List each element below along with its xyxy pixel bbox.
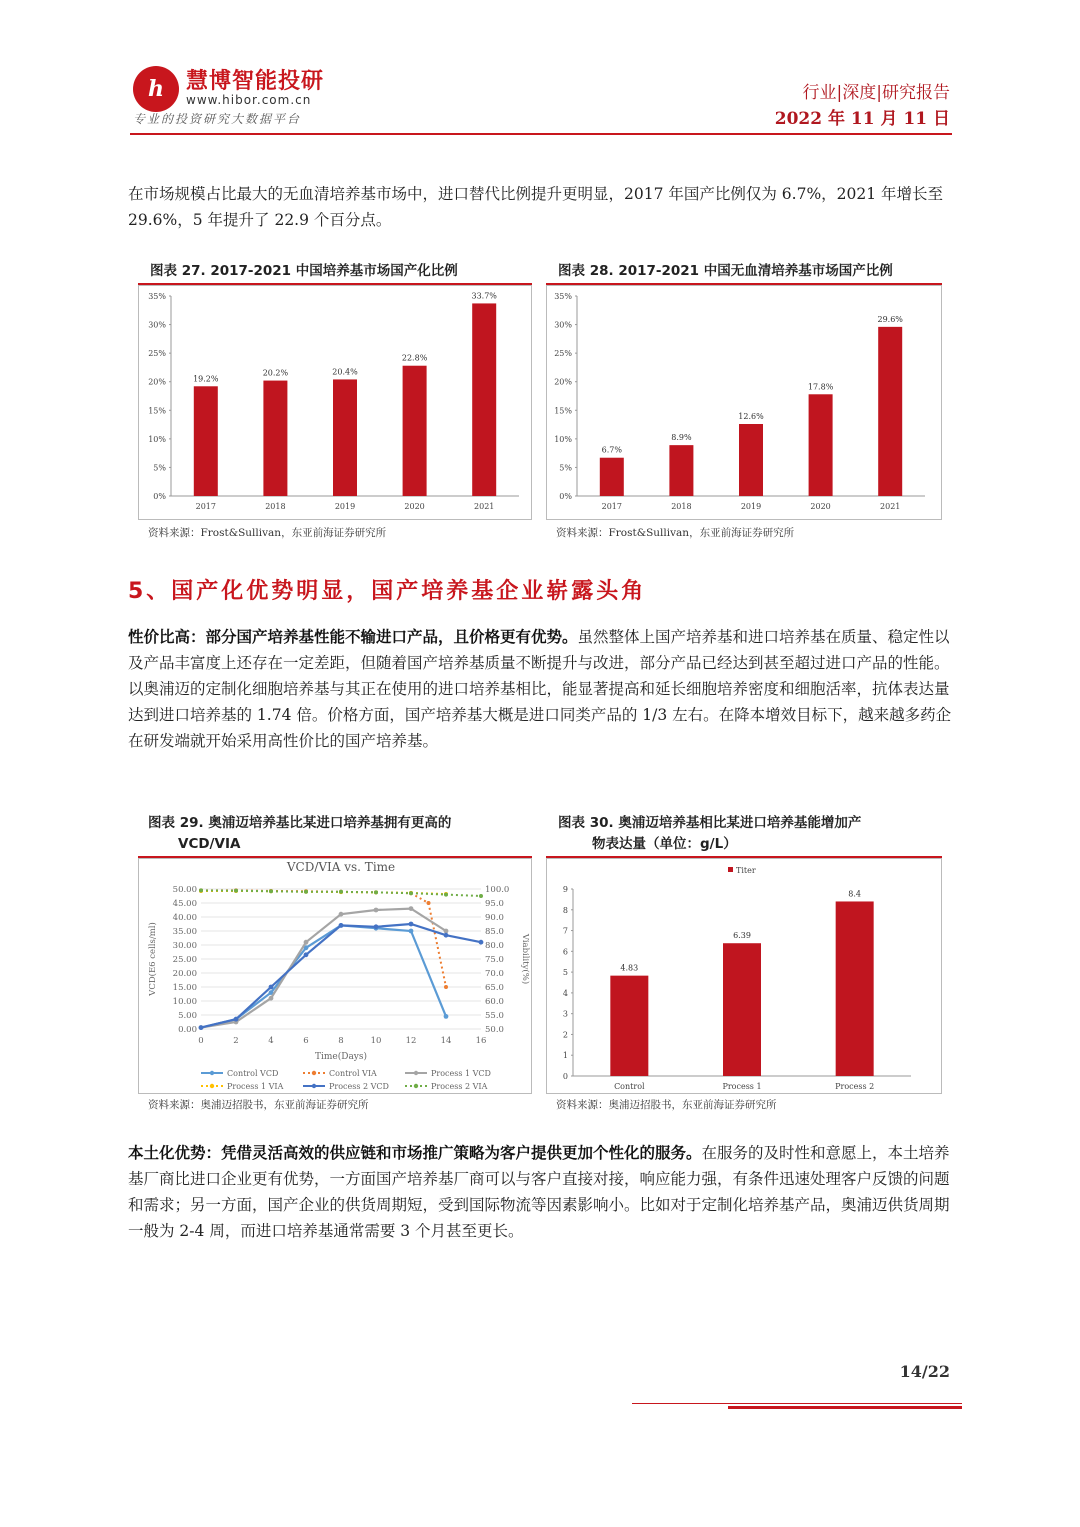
fig27-title: 图表 27. 2017-2021 中国培养基市场国产化比例 <box>150 263 458 279</box>
fig30-ytick: 6 <box>562 947 568 957</box>
fig27-xtick: 2017 <box>195 502 216 511</box>
fig29-ytick: 50.00 <box>172 885 197 895</box>
fig29-series-control-via-point <box>427 901 431 905</box>
fig29-series-process-1-vcd-point <box>339 912 344 917</box>
fig27-value-label: 22.8% <box>401 353 428 363</box>
fig28-xtick: 2020 <box>810 502 831 511</box>
fig30-legend-label: Titer <box>736 866 756 875</box>
fig28-xtick: 2019 <box>740 502 762 511</box>
fig30-xtick: Control <box>614 1082 645 1091</box>
fig27-ytick: 5% <box>153 463 166 473</box>
fig29-series-process-2-vcd-point <box>339 923 344 928</box>
fig29-series-process-2-vcd-point <box>304 952 309 957</box>
fig27-bar <box>333 379 357 496</box>
fig29-series-process-1-vcd-legend-label: Process 1 VCD <box>431 1069 491 1078</box>
fig27-ytick: 25% <box>148 349 166 359</box>
fig28-ytick: 30% <box>554 320 572 330</box>
fig30-source: 资料来源：奥浦迈招股书，东亚前海证券研究所 <box>556 1099 777 1111</box>
fig30-title-line1: 图表 30. 奥浦迈培养基相比某进口培养基能增加产 <box>558 815 862 831</box>
fig29-series-process-1-vcd-point <box>374 908 379 913</box>
price-advantage-text: 虽然整体上国产培养基和进口培养基在质量、稳定性以及产品丰富度上还存在一定差距，但随着国产培养基质量不断提升与改进，部分产品已经达到甚至超过进口产品的性能。以奥浦迈的定制化细胞培养基与其正在使用的进口培养基相比，能显著提高和延长细胞培养密度和细胞活率，抗体表达量达到进口培养基的 1.74 倍。价格方面，国产培养基大概是进口同类产品的 1/3 左右。在降本增效目标下，越来越多药企在研发端就开始采用高性价比的国产培养基。 <box>128 628 952 750</box>
fig29-ylabel: VCD(E6 cells/ml) <box>148 922 158 996</box>
fig29-ytick: 10.00 <box>172 997 197 1007</box>
fig27-ytick: 20% <box>148 377 166 387</box>
fig29-series-process-2-vcd-point <box>444 933 449 938</box>
fig29-source: 资料来源：奥浦迈招股书，东亚前海证券研究所 <box>148 1099 369 1111</box>
fig28-value-label: 29.6% <box>877 314 903 324</box>
fig28-ytick: 15% <box>554 406 572 416</box>
logo-slogan: 专业的投资研究大数据平台 <box>133 112 302 126</box>
logo-name: 慧博智能投研 <box>186 69 325 94</box>
logo-url[interactable]: www.hibor.com.cn <box>186 93 312 107</box>
fig28-ytick: 0% <box>559 492 572 501</box>
fig28-bar <box>600 458 624 496</box>
fig29-series-process-1-vcd-point <box>409 906 414 911</box>
fig30-bar <box>610 976 648 1076</box>
fig29-ytick: 0.00 <box>178 1025 197 1035</box>
fig29-series-process-2-via-point <box>339 890 343 894</box>
fig29-series-process-1-vcd-point <box>269 996 274 1001</box>
fig30-legend-swatch <box>728 867 733 872</box>
fig30-title-line2: 物表达量（单位：g/L） <box>592 836 737 852</box>
fig27-value-label: 20.2% <box>262 368 289 378</box>
fig27-source: 资料来源：Frost&Sullivan，东亚前海证券研究所 <box>148 527 387 539</box>
fig29-series-process-2-vcd-point <box>199 1025 204 1030</box>
fig27-ytick: 30% <box>148 320 166 330</box>
fig29-title-line1: 图表 29. 奥浦迈培养基比某进口培养基拥有更高的 <box>148 815 452 831</box>
fig29-series-control-vcd-legend-label: Control VCD <box>227 1069 279 1078</box>
fig29-series-control-via-point <box>444 985 448 989</box>
fig29-svg <box>139 859 531 1093</box>
fig29-ytick: 30.00 <box>172 941 197 951</box>
fig29-series-process-2-via-point <box>479 894 483 898</box>
section-title: 5、国产化优势明显，国产培养基企业崭露头角 <box>128 579 647 604</box>
fig29-xtick: 14 <box>440 1036 452 1046</box>
fig29-series-control-vcd-point <box>409 929 414 934</box>
fig29-series-process-1-via-legend-label: Process 1 VIA <box>227 1082 284 1091</box>
fig30-ytick: 8 <box>562 905 568 915</box>
fig28-value-label: 6.7% <box>601 445 622 455</box>
localization-text: 在服务的及时性和意愿上，本土培养基厂商比进口企业更有优势，一方面国产培养基厂商可以与客户直接对接，响应能力强，有条件迅速处理客户反馈的问题和需求；另一方面，国产企业的供货周期短，受到国际物流等因素影响小。比如对于定制化培养基产品，奥浦迈供货周期一般为 2-4 周，而进口培养基通常需要 3 个月甚至更长。 <box>128 1144 950 1240</box>
fig29-series-process-2-via-point <box>409 891 413 895</box>
fig27-chart <box>138 285 532 520</box>
fig29-y2tick: 55.0 <box>485 1011 504 1021</box>
fig29-y2tick: 70.0 <box>485 969 504 979</box>
fig28-xtick: 2018 <box>671 502 692 511</box>
fig27-value-label: 20.4% <box>332 367 358 377</box>
logo-icon: h <box>133 66 179 112</box>
fig29-series-process-2-vcd-point <box>479 940 484 945</box>
report-date: 2022 年 11 月 11 日 <box>774 109 950 129</box>
fig30-ytick: 2 <box>562 1030 568 1040</box>
fig27-xtick: 2021 <box>474 502 495 511</box>
fig30-value-label: 6.39 <box>733 931 751 941</box>
fig29-chart-title: VCD/VIA vs. Time <box>286 860 396 874</box>
fig27-xtick: 2018 <box>265 502 286 511</box>
fig29-y2tick: 100.0 <box>485 885 510 895</box>
fig28-chart <box>546 285 942 520</box>
fig27-bar <box>472 303 496 496</box>
fig30-ytick: 1 <box>562 1051 568 1061</box>
fig28-xtick: 2021 <box>880 502 901 511</box>
fig30-xtick: Process 1 <box>722 1082 762 1091</box>
fig29-ytick: 35.00 <box>172 927 197 937</box>
fig28-value-label: 8.9% <box>671 433 692 443</box>
page-number: 14/22 <box>899 1362 950 1381</box>
fig29-ytick: 20.00 <box>172 969 197 979</box>
fig30-ytick: 0 <box>562 1072 568 1081</box>
fig29-series-process-2-vcd-legend-label: Process 2 VCD <box>329 1082 389 1091</box>
fig28-bar <box>669 445 693 496</box>
fig30-ytick: 3 <box>562 1009 568 1019</box>
header-divider <box>130 133 952 135</box>
fig29-series-process-2-vcd-legend-marker <box>312 1084 316 1088</box>
fig30-ytick: 9 <box>562 885 568 894</box>
fig29-ytick: 15.00 <box>172 983 197 993</box>
fig30-ytick: 7 <box>562 926 568 936</box>
fig29-series-process-2-via-point <box>199 888 203 892</box>
fig29-ytick: 25.00 <box>172 955 197 965</box>
footer-rule-thin <box>632 1403 962 1404</box>
price-advantage-paragraph <box>128 624 952 754</box>
fig30-xtick: Process 2 <box>835 1082 875 1091</box>
fig29-xtick: 0 <box>198 1036 204 1046</box>
fig27-xtick: 2019 <box>334 502 356 511</box>
fig28-ytick: 25% <box>554 349 572 359</box>
fig29-y2tick: 60.0 <box>485 997 504 1007</box>
fig27-ytick: 10% <box>148 434 166 444</box>
fig28-value-label: 12.6% <box>738 412 764 421</box>
fig29-series-process-1-vcd-point <box>304 940 309 945</box>
fig30-chart <box>546 858 942 1094</box>
fig27-ytick: 15% <box>148 406 166 416</box>
fig29-xtick: 6 <box>303 1036 309 1046</box>
fig29-series-process-2-via-point <box>234 889 238 893</box>
fig30-ytick: 4 <box>562 988 568 998</box>
fig28-svg <box>547 286 941 519</box>
fig27-value-label: 19.2% <box>193 374 219 384</box>
fig29-xlabel: Time(Days) <box>314 1052 368 1062</box>
fig27-xtick: 2020 <box>404 502 425 511</box>
fig29-xtick: 8 <box>338 1036 344 1046</box>
fig27-value-label: 33.7% <box>471 291 497 301</box>
fig30-bar <box>836 901 874 1076</box>
fig29-series-process-2-via-point <box>444 893 448 897</box>
fig29-y2tick: 85.0 <box>485 927 504 937</box>
fig30-value-label: 8.4 <box>848 889 862 899</box>
fig28-title: 图表 28. 2017-2021 中国无血清培养基市场国产比例 <box>558 263 893 279</box>
fig29-series-control-vcd-legend-marker <box>210 1071 214 1075</box>
fig29-y2tick: 95.0 <box>485 899 504 909</box>
fig30-bar <box>723 943 761 1076</box>
fig28-value-label: 17.8% <box>807 382 834 392</box>
fig27-ytick: 0% <box>153 492 166 501</box>
fig29-title-line2: VCD/VIA <box>178 836 241 852</box>
fig29-series-process-1-vcd-point <box>444 929 449 934</box>
fig28-ytick: 35% <box>554 292 572 301</box>
fig28-bar <box>878 327 902 496</box>
fig27-bar <box>263 381 287 496</box>
fig29-series-process-2-vcd-point <box>374 924 379 929</box>
fig29-y2tick: 75.0 <box>485 955 504 965</box>
fig29-xtick: 12 <box>405 1036 417 1046</box>
fig27-svg <box>139 286 531 519</box>
fig30-ytick: 5 <box>562 968 568 978</box>
fig29-series-process-2-vcd-point <box>234 1017 239 1022</box>
fig27-ytick: 35% <box>148 292 166 301</box>
fig29-ytick: 5.00 <box>178 1011 197 1021</box>
fig29-series-control-via-legend-marker <box>312 1071 316 1075</box>
fig29-chart <box>138 858 532 1094</box>
intro-paragraph: 在市场规模占比最大的无血清培养基市场中，进口替代比例提升更明显，2017 年国产比例仅为 6.7%，2021 年增长至 29.6%，5 年提升了 22.9 个百分点。 <box>128 185 944 229</box>
fig29-series-process-1-vcd-legend-marker <box>414 1071 418 1075</box>
fig29-xtick: 2 <box>233 1036 239 1046</box>
fig30-value-label: 4.83 <box>620 963 639 973</box>
fig29-series-process-1-vcd-line <box>201 909 446 1028</box>
fig29-series-process-2-via-legend-label: Process 2 VIA <box>431 1082 488 1091</box>
fig29-series-control-via-legend-label: Control VIA <box>329 1069 377 1078</box>
price-advantage-lead: 性价比高：部分国产培养基性能不输进口产品，且价格更有优势。 <box>128 627 578 646</box>
fig29-series-process-2-vcd-line <box>201 924 481 1028</box>
fig29-y2tick: 90.0 <box>485 913 504 923</box>
fig28-bar <box>809 394 833 496</box>
fig29-series-process-2-via-point <box>304 890 308 894</box>
report-type: 行业|深度|研究报告 <box>802 83 950 103</box>
fig29-series-process-2-via-point <box>374 890 378 894</box>
fig29-y2tick: 80.0 <box>485 941 504 951</box>
fig29-series-process-2-via-point <box>269 889 273 893</box>
fig28-bar <box>739 424 763 496</box>
fig28-source: 资料来源：Frost&Sullivan，东亚前海证券研究所 <box>556 527 795 539</box>
fig29-ytick: 45.00 <box>172 899 197 909</box>
fig29-series-process-2-vcd-point <box>269 985 274 990</box>
fig28-ytick: 5% <box>559 463 572 473</box>
fig29-series-process-1-via-legend-marker <box>210 1084 214 1088</box>
localization-paragraph <box>128 1140 952 1244</box>
fig29-xtick: 16 <box>475 1036 487 1046</box>
fig29-y2tick: 50.0 <box>485 1025 504 1035</box>
fig27-bar <box>403 366 427 496</box>
fig29-series-control-vcd-point <box>444 1014 449 1019</box>
fig29-series-process-2-vcd-point <box>409 922 414 927</box>
localization-lead: 本土化优势：凭借灵活高效的供应链和市场推广策略为客户提供更加个性化的服务。 <box>128 1143 702 1162</box>
fig29-xtick: 4 <box>268 1036 274 1046</box>
fig28-ytick: 10% <box>554 434 572 444</box>
fig29-series-process-2-via-legend-marker <box>414 1084 418 1088</box>
footer-rule-thick <box>728 1406 962 1409</box>
fig29-xtick: 10 <box>370 1036 382 1046</box>
fig29-y2label: Viability(%) <box>520 933 530 985</box>
fig28-xtick: 2017 <box>601 502 622 511</box>
fig28-ytick: 20% <box>554 377 572 387</box>
fig30-svg <box>547 859 941 1093</box>
fig27-bar <box>194 386 218 496</box>
fig29-ytick: 40.00 <box>172 913 197 923</box>
fig29-y2tick: 65.0 <box>485 983 504 993</box>
